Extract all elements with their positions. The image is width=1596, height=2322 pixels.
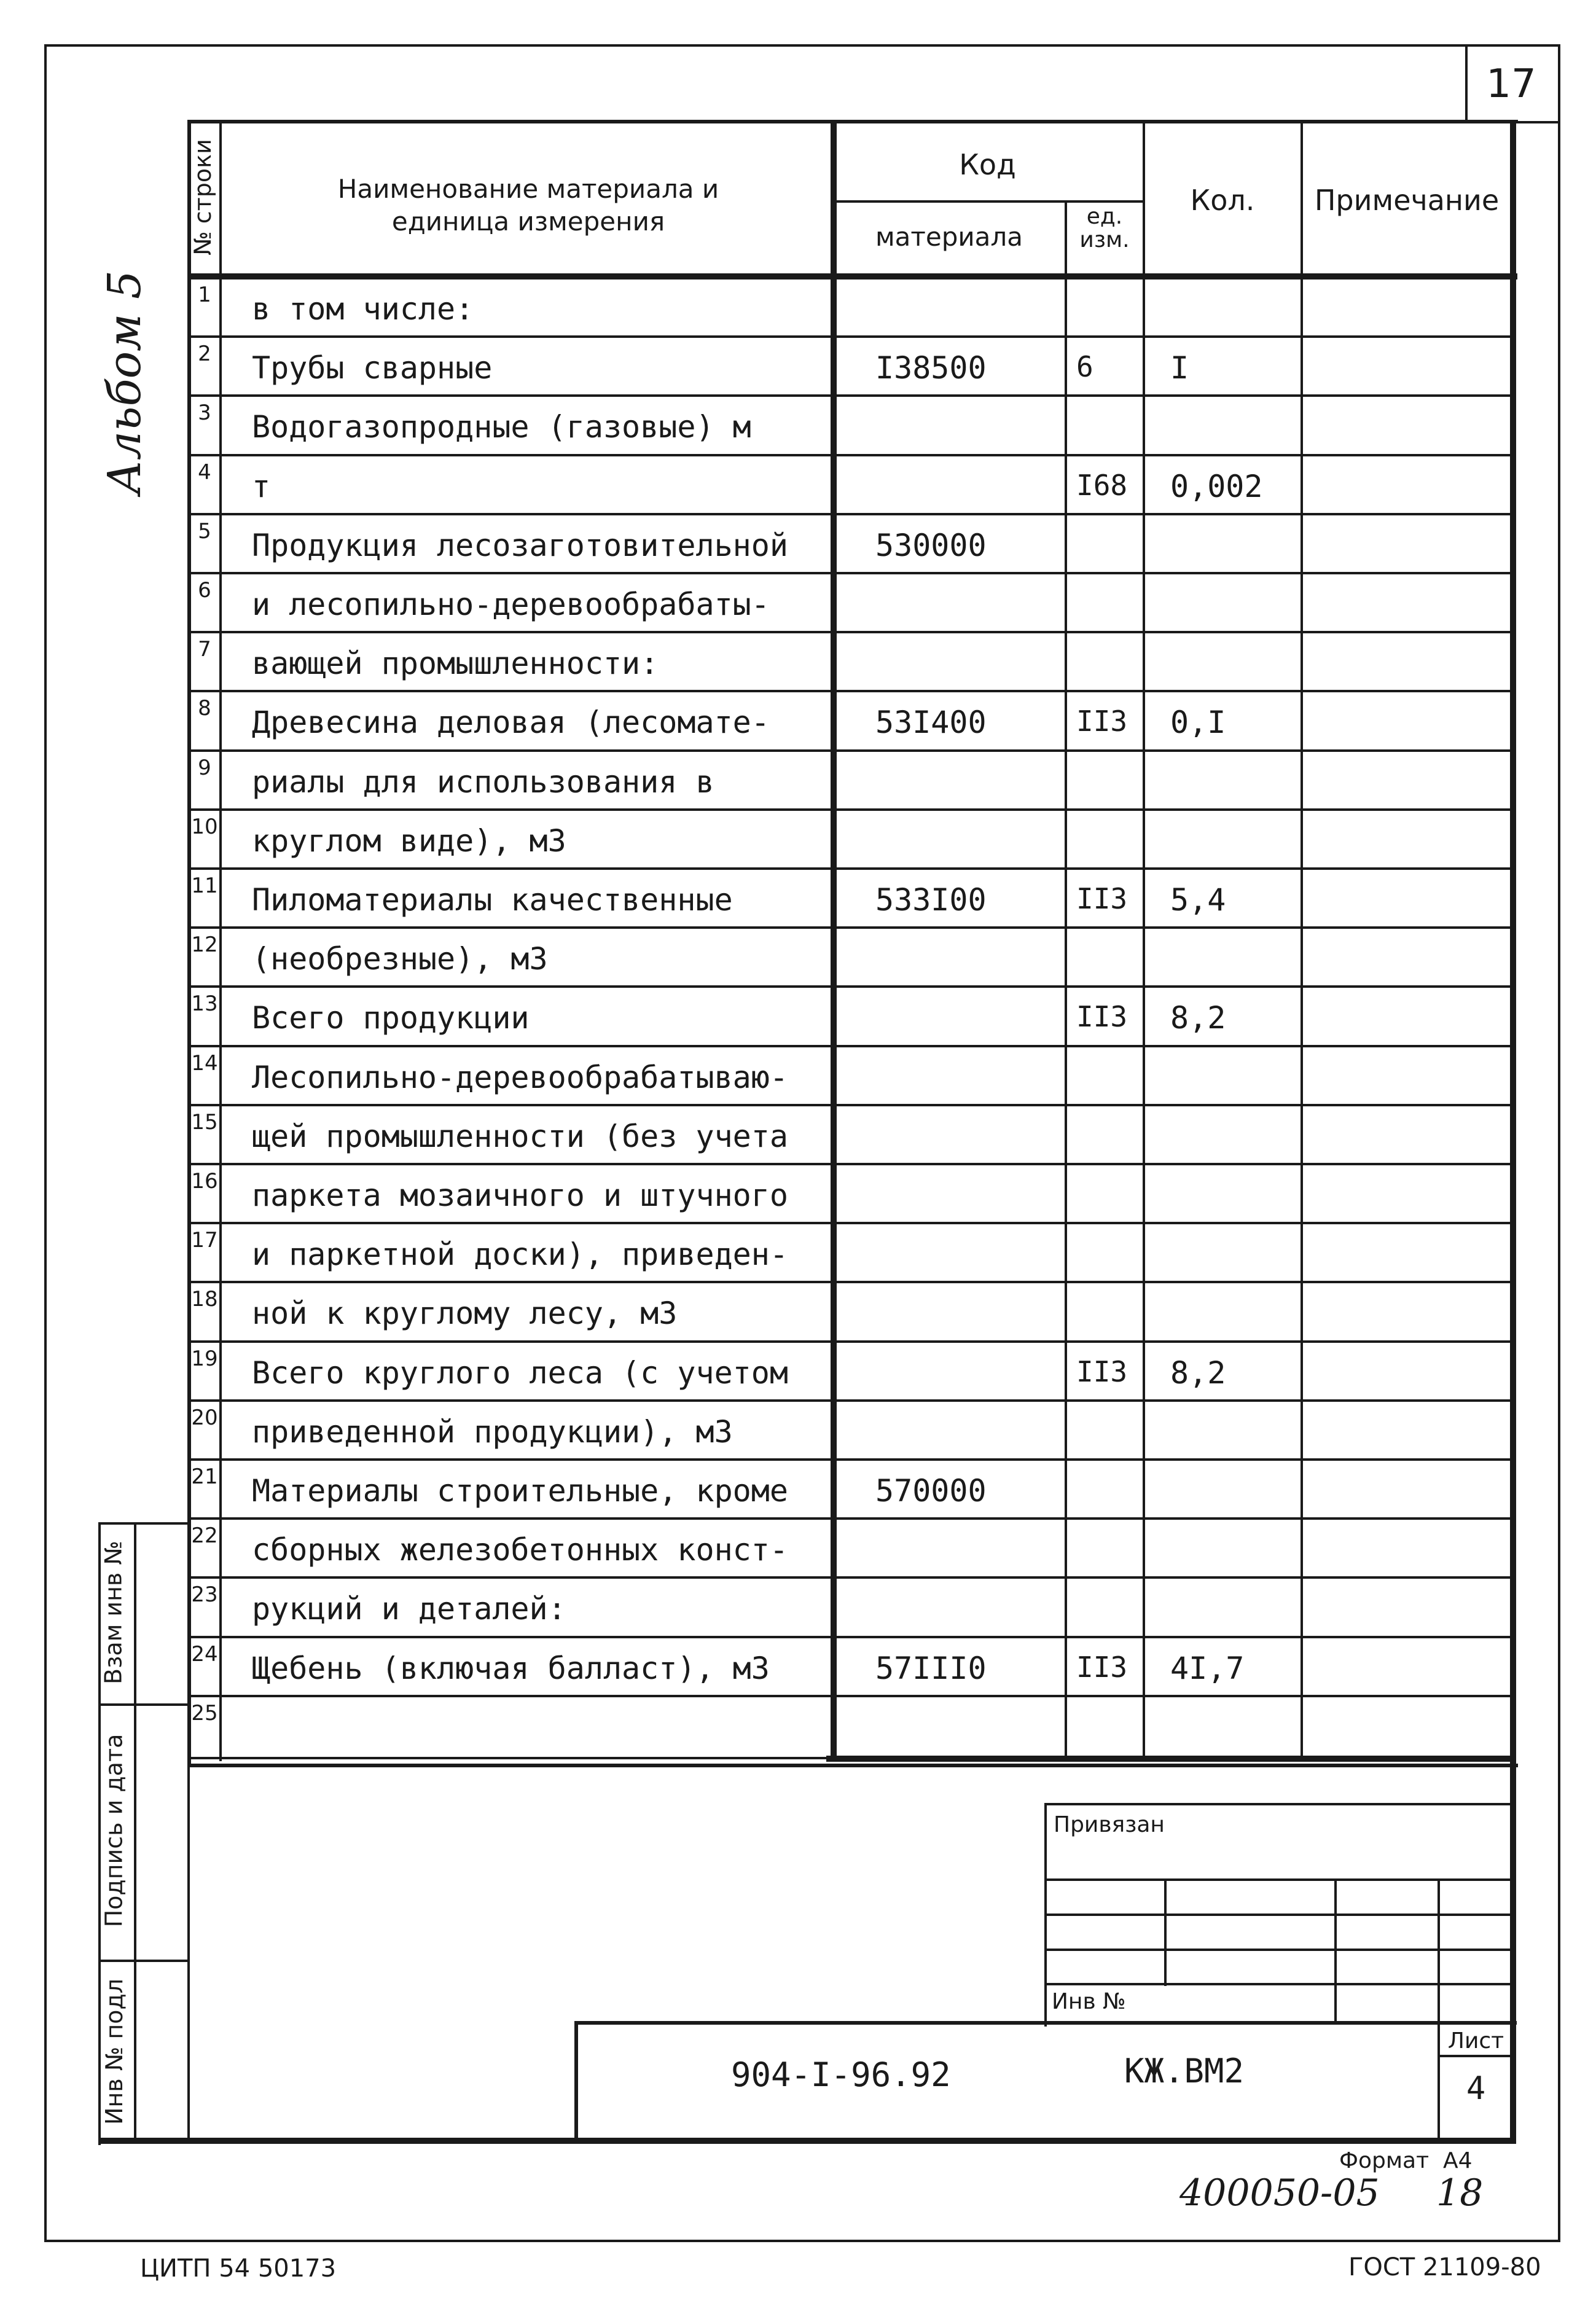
row-name: риалы для использования в (252, 764, 714, 800)
row-number: 23 (191, 1582, 218, 1608)
sheet-number: 4 (1466, 2070, 1486, 2107)
row-name: Древесина деловая (лесомате- (252, 705, 770, 741)
row-number: 25 (191, 1700, 218, 1726)
row-number: 17 (191, 1228, 218, 1253)
stamp-top-line (187, 1757, 1514, 1759)
row-quantity: 5,4 (1170, 882, 1226, 918)
row-name: ной к круглому лесу, м3 (252, 1296, 678, 1332)
row-separator (187, 1399, 1511, 1402)
sheet-label: Лист (1447, 2028, 1504, 2054)
row-number: 6 (198, 578, 211, 603)
row-name: т (252, 468, 271, 504)
privyazan-line-4 (1044, 1983, 1511, 1985)
row-name: (необрезные), м3 (252, 941, 548, 977)
inv-no-label: Инв № (1052, 1989, 1126, 2014)
row-number: 5 (198, 518, 211, 544)
row-unit-code: II3 (1076, 705, 1128, 738)
row-unit-code: II3 (1076, 1000, 1128, 1034)
row-unit-code: II3 (1076, 1650, 1128, 1684)
header-note: Примечание (1314, 184, 1500, 217)
album-side-note: Альбом 5 (98, 270, 151, 495)
sheet-col-line (1438, 2024, 1440, 2141)
row-material-code: I38500 (875, 350, 987, 386)
header-bottom-line (187, 273, 1517, 280)
row-unit-code: I68 (1076, 468, 1128, 502)
col-line-code-left (831, 120, 837, 1761)
header-code-material: материала (875, 222, 1023, 252)
row-number: 8 (198, 696, 211, 721)
footer-left-code: ЦИТП 54 50173 (140, 2254, 337, 2283)
row-quantity: 8,2 (1170, 1000, 1226, 1036)
row-number: 1 (198, 283, 211, 307)
doc-mark: КЖ.ВМ2 (1124, 2052, 1245, 2090)
row-quantity: 4I,7 (1170, 1650, 1245, 1686)
privyazan-col-2 (1334, 1878, 1337, 2023)
row-name: паркета мозаичного и штучного (252, 1178, 788, 1213)
row-name: приведенной продукции), м3 (252, 1413, 733, 1450)
sheet-split-line (1438, 2055, 1512, 2057)
row-separator (187, 572, 1511, 574)
doc-code: 904-I-96.92 (731, 2055, 951, 2094)
row-quantity: I (1170, 350, 1189, 386)
row-quantity: 0,002 (1170, 468, 1263, 504)
row-separator (187, 513, 1511, 515)
col-line-unit (1065, 201, 1067, 1761)
handwritten-number: 18 (1436, 2172, 1484, 2214)
row-name: Щебень (включая балласт), м3 (252, 1650, 770, 1686)
row-name: и паркетной доски), приведен- (252, 1237, 788, 1273)
row-name: Материалы строительные, кроме (252, 1473, 788, 1509)
row-number: 3 (198, 401, 211, 426)
header-row-no: № строки (189, 139, 216, 256)
row-separator (187, 926, 1511, 929)
col-line-right (1510, 120, 1516, 1761)
row-separator (187, 1104, 1511, 1106)
header-name: Наименование материала и единица измерения (337, 174, 719, 237)
row-material-code: 533I00 (875, 882, 987, 918)
left-strip-vzam-inv: Взам инв № (100, 1541, 127, 1684)
row-separator (187, 985, 1511, 988)
header-code: Код (959, 148, 1016, 181)
row-name: Продукция лесозаготовительной (252, 527, 788, 563)
row-separator (187, 1045, 1511, 1047)
privyazan-line-3 (1044, 1949, 1511, 1951)
col-line-note (1301, 120, 1303, 1761)
row-separator (187, 1163, 1511, 1165)
row-separator (187, 1222, 1511, 1224)
row-separator (187, 690, 1511, 692)
row-material-code: 570000 (875, 1473, 987, 1509)
row-number: 4 (198, 459, 211, 485)
row-material-code: 530000 (875, 527, 987, 563)
row-name: Водогазопродные (газовые) м (252, 409, 751, 445)
row-separator (187, 808, 1511, 811)
row-quantity: 8,2 (1170, 1354, 1226, 1391)
handwritten-code: 400050-05 (1179, 2172, 1380, 2214)
footer-gost: ГОСТ 21109-80 (1348, 2253, 1541, 2281)
row-name: в том числе: (252, 291, 474, 327)
row-separator (187, 1695, 1511, 1697)
row-name: рукций и деталей: (252, 1591, 566, 1627)
row-name: Пиломатериалы качественные (252, 882, 733, 918)
row-separator (187, 1576, 1511, 1579)
row-separator (187, 1636, 1511, 1638)
row-separator (187, 454, 1511, 456)
row-number: 18 (191, 1287, 218, 1312)
header-qty: Кол. (1190, 184, 1255, 217)
row-unit-code: II3 (1076, 1354, 1128, 1388)
row-separator (187, 867, 1511, 870)
row-quantity: 0,I (1170, 705, 1226, 741)
row-material-code: 57III0 (875, 1650, 987, 1686)
code-header-split (831, 200, 1144, 203)
privyazan-line-2 (1044, 1914, 1511, 1916)
row-unit-code: II3 (1076, 882, 1128, 915)
row-name: вающей промышленности: (252, 646, 659, 682)
row-number: 20 (191, 1405, 218, 1430)
row-number: 2 (198, 342, 211, 367)
row-separator (187, 749, 1511, 752)
row-name: круглом виде), м3 (252, 823, 566, 859)
row-separator (187, 335, 1511, 338)
row-name: щей промышленности (без учета (252, 1118, 788, 1154)
row-name: Трубы сварные (252, 350, 493, 386)
row-separator (187, 1458, 1511, 1461)
row-separator (187, 1281, 1511, 1283)
col-line-qty (1143, 120, 1145, 1761)
row-number: 19 (191, 1346, 218, 1371)
row-name: сборных железобетонных конст- (252, 1532, 788, 1568)
row-number: 22 (191, 1523, 218, 1549)
row-separator (187, 394, 1511, 397)
row-name: и лесопильно-деревообрабаты- (252, 587, 770, 622)
row-number: 24 (191, 1641, 218, 1667)
row-number: 9 (198, 755, 211, 780)
row-material-code: 53I400 (875, 705, 987, 741)
row-number: 10 (191, 814, 218, 839)
format-label: Формат А4 (1339, 2148, 1473, 2173)
row-separator (187, 1517, 1511, 1520)
row-number: 11 (191, 874, 218, 898)
row-number: 12 (191, 932, 218, 958)
row-number: 16 (191, 1169, 218, 1194)
row-name: Всего круглого леса (с учетом (252, 1354, 788, 1391)
privyazan-label: Привязан (1054, 1812, 1165, 1837)
stamp-left-line (187, 1757, 190, 2141)
page-number: 17 (1486, 61, 1536, 107)
left-strip-divider (134, 1522, 136, 2143)
row-number: 15 (191, 1109, 218, 1135)
row-unit-code: 6 (1076, 350, 1093, 384)
privyazan-col-3 (1438, 1878, 1440, 2023)
privyazan-line-1 (1044, 1878, 1511, 1881)
row-number: 14 (191, 1050, 218, 1076)
left-strip-podpis: Подпись и дата (100, 1734, 128, 1928)
title-block (574, 2021, 1517, 2141)
row-name: Лесопильно-деревообрабатываю- (252, 1059, 788, 1095)
row-number: 7 (198, 637, 211, 662)
privyazan-col-1 (1164, 1878, 1167, 1986)
left-strip-inv-podl: Инв № подл (101, 1979, 128, 2125)
row-number: 13 (191, 991, 218, 1017)
row-name: Всего продукции (252, 1000, 530, 1036)
row-number: 21 (191, 1464, 218, 1489)
row-separator (187, 1340, 1511, 1343)
row-separator (187, 631, 1511, 633)
header-code-unit: ед. изм. (1079, 204, 1130, 252)
